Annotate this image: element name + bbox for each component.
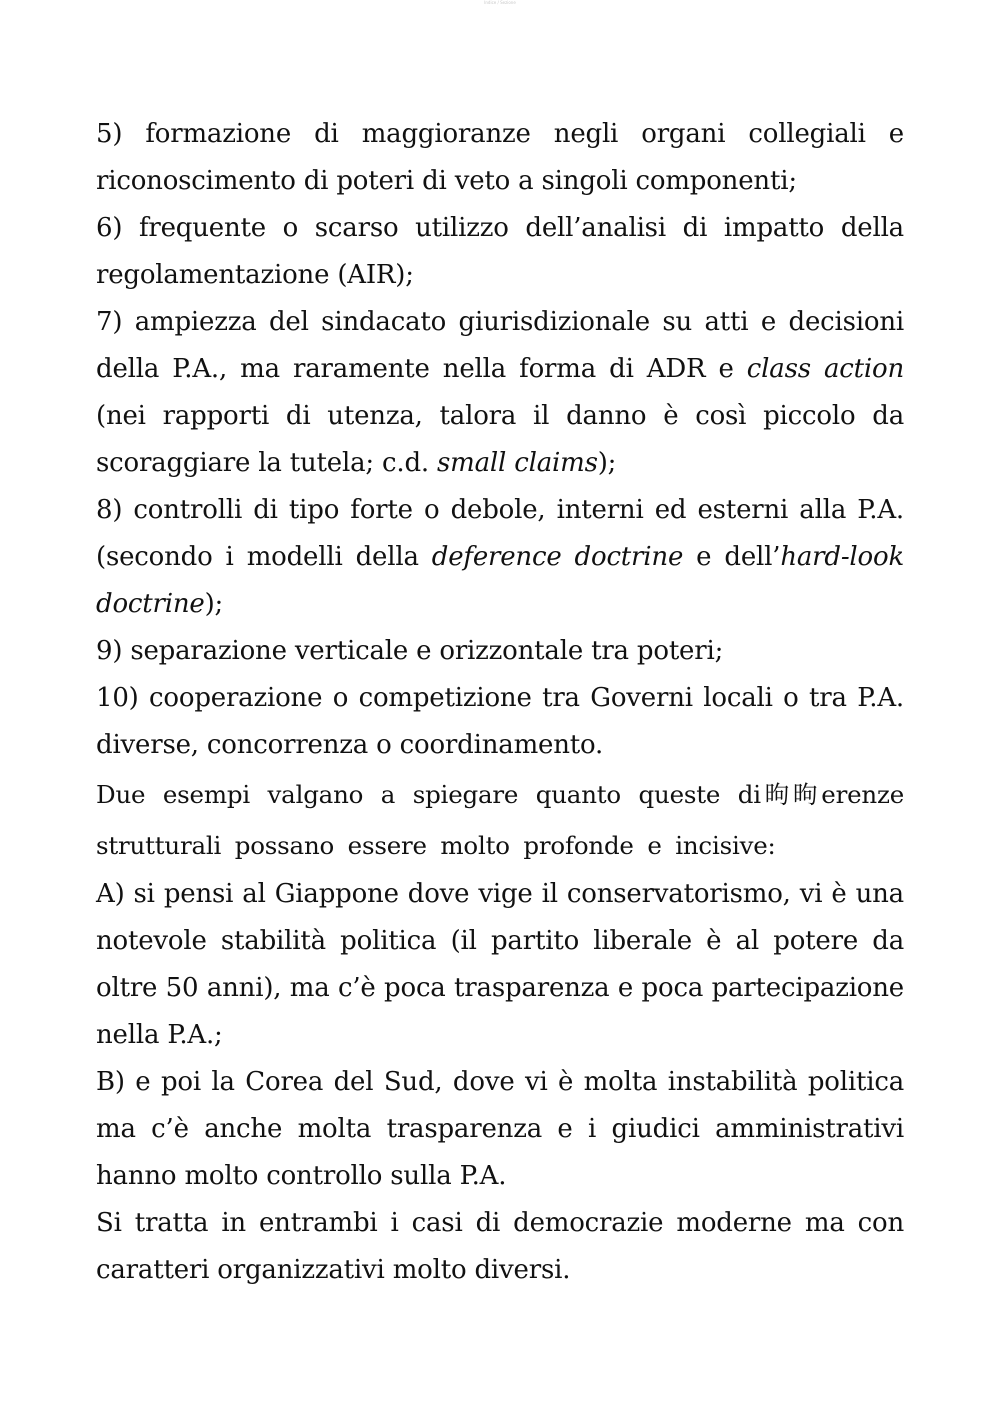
list-item: 10) cooperazione o competizione tra Governi locali o tra P.A. diverse, concorrenza o coordinamento. [96, 683, 904, 760]
example-b-paragraph: B) e poi la Corea del Sud, dove vi è molta instabilità politica ma c’è anche molta trasparenza e i giudici amministrativi hanno molto controllo sulla P.A. [96, 1067, 904, 1191]
list-item-text: 7) ampiezza del sindacato giurisdizionale su atti e decisioni della P.A., ma raramente nella forma di ADR e [96, 307, 904, 384]
page-header-mark: Indice / Sezione [484, 0, 516, 5]
italic-term: small claims [437, 448, 598, 478]
conclusion-paragraph: Si tratta in entrambi i casi di democrazie moderne ma con caratteri organizzativi molto diversi. [96, 1208, 904, 1285]
italic-term: deference doctrine [431, 542, 684, 572]
example-a-paragraph: A) si pensi al Giappone dove vige il conservatorismo, vi è una notevole stabilità politica (il partito liberale è al potere da oltre 50 anni), ma c’è poca trasparenza e poca partecipazione nella P.A.; [96, 879, 904, 1050]
list-item: 9) separazione verticale e orizzontale tra poteri; [96, 636, 724, 666]
document-body [96, 111, 904, 1294]
italic-term: hard-look doctrine [96, 542, 904, 619]
examples-intro-paragraph: Due esempi valgano a spiegare quanto queste di昫昫erenze strutturali possano essere molto profonde e incisive: [96, 780, 904, 860]
italic-term: class action [746, 354, 904, 384]
list-item-text: ); [204, 589, 224, 619]
list-item-text: ); [597, 448, 617, 478]
list-item-text: 8) controlli di tipo forte o debole, interni ed esterni alla P.A. (secondo i modelli della [96, 495, 904, 572]
list-item-text: e dell’ [683, 542, 781, 572]
list-item: 6) frequente o scarso utilizzo dell’analisi di impatto della regolamentazione (AIR); [96, 213, 904, 290]
list-item: 5) formazione di maggioranze negli organi collegiali e riconoscimento di poteri di veto a singoli componenti; [96, 119, 904, 196]
list-item [96, 299, 904, 487]
list-item [96, 487, 904, 628]
list-item-text: (nei rapporti di utenza, talora il danno è così piccolo da scoraggiare la tutela; c.d. [96, 401, 904, 478]
